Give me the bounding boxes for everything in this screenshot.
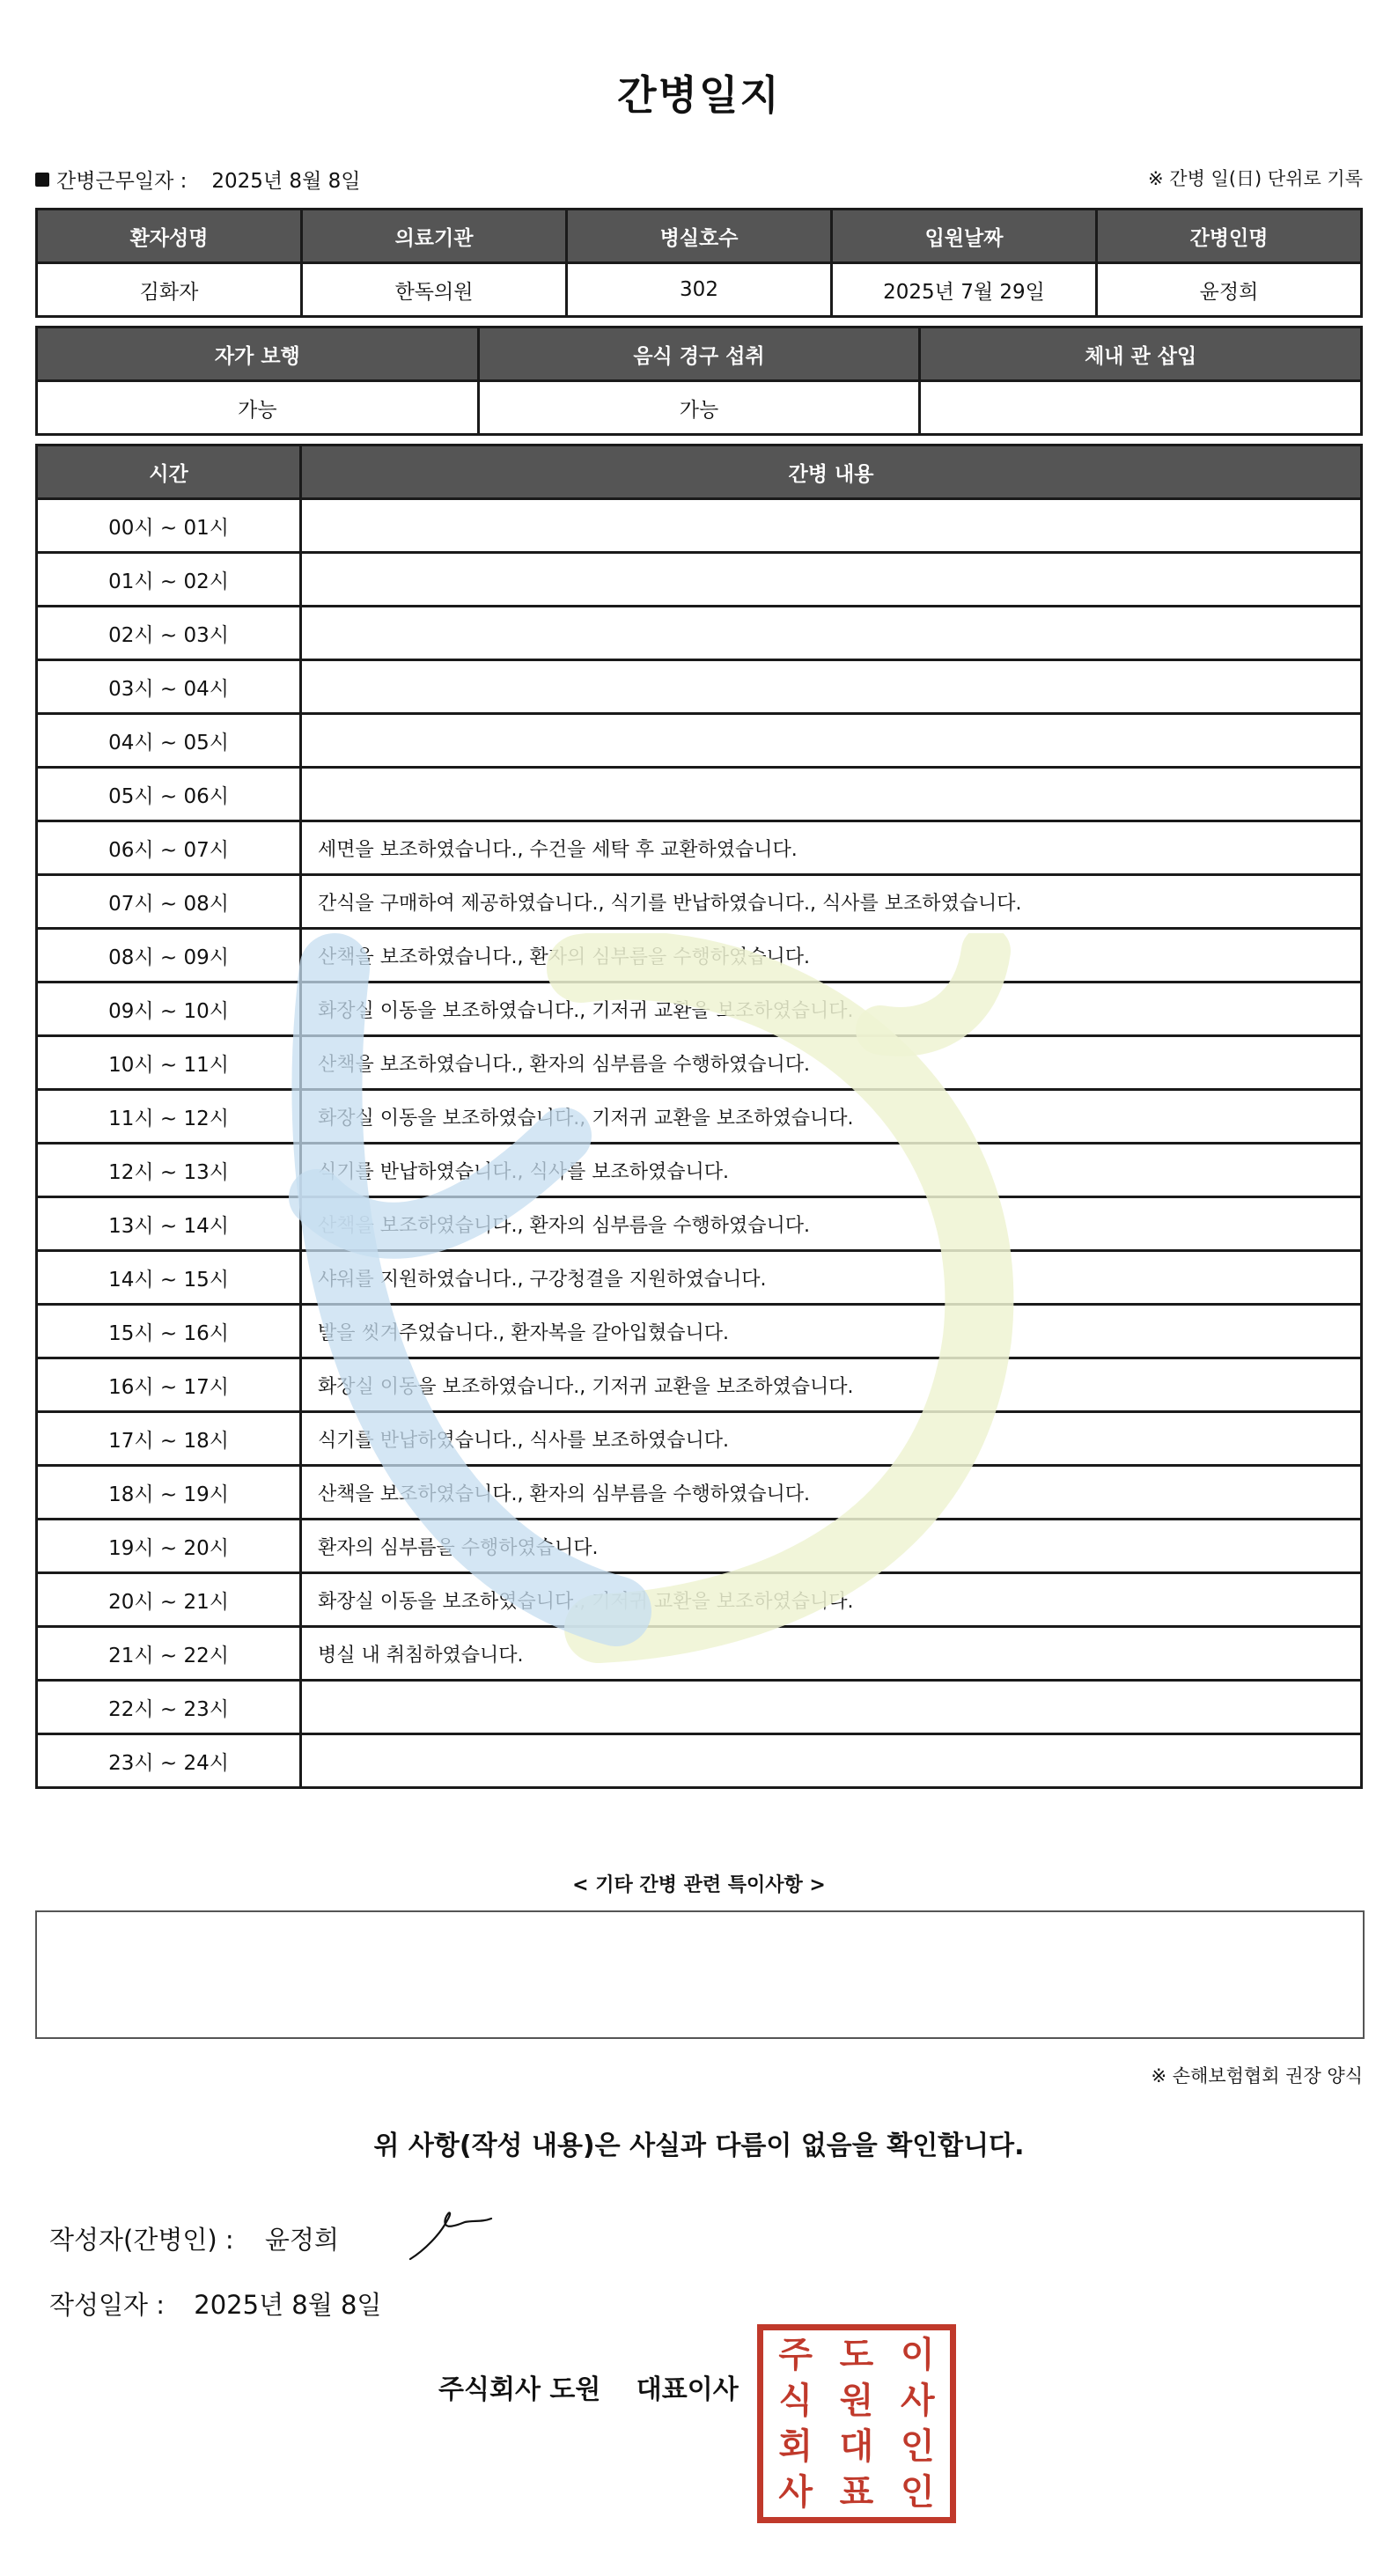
care-content-cell: 발을 씻겨주었습니다., 환자복을 갈아입혔습니다. [301, 1305, 1362, 1358]
table-row [37, 714, 1362, 768]
seal-char: 인 [901, 2425, 935, 2467]
table-row [37, 553, 1362, 607]
time-cell: 08시 ~ 09시 [37, 929, 301, 983]
header-cell: 자가 보행 [37, 328, 479, 381]
care-content-cell: 식기를 반납하였습니다., 식사를 보조하였습니다. [301, 1144, 1362, 1197]
ceo-title: 대표이사 [636, 2374, 739, 2405]
time-cell: 22시 ~ 23시 [37, 1681, 301, 1734]
work-date-row [35, 165, 360, 194]
table-row [37, 929, 1362, 983]
company-name: 주식회사 도원 [438, 2374, 601, 2405]
table-row [37, 1520, 1362, 1573]
care-content-cell: 환자의 심부름을 수행하였습니다. [301, 1520, 1362, 1573]
time-cell: 23시 ~ 24시 [37, 1734, 301, 1788]
time-cell: 09시 ~ 10시 [37, 983, 301, 1036]
care-content-cell [301, 553, 1362, 607]
header-cell: 입원날짜 [832, 210, 1097, 263]
care-content-cell: 산책을 보조하였습니다., 환자의 심부름을 수행하였습니다. [301, 1036, 1362, 1090]
table-row [37, 875, 1362, 929]
time-cell: 11시 ~ 12시 [37, 1090, 301, 1144]
patient-info-table [35, 208, 1363, 318]
table-row [37, 768, 1362, 821]
time-cell: 14시 ~ 15시 [37, 1251, 301, 1305]
care-content-cell: 산책을 보조하였습니다., 환자의 심부름을 수행하였습니다. [301, 929, 1362, 983]
oral-intake-status-cell: 가능 [478, 381, 920, 435]
care-content-cell [301, 1681, 1362, 1734]
table-row [37, 1090, 1362, 1144]
table-row [37, 1197, 1362, 1251]
time-cell: 19시 ~ 20시 [37, 1520, 301, 1573]
hospital-cell: 한독의원 [302, 263, 567, 317]
table-row [37, 1305, 1362, 1358]
table-row [37, 1573, 1362, 1627]
seal-char: 표 [839, 2471, 874, 2513]
table-row [37, 1251, 1362, 1305]
header-cell: 병실호수 [567, 210, 832, 263]
time-cell: 13시 ~ 14시 [37, 1197, 301, 1251]
work-date-label: 간병근무일자 : [56, 170, 188, 193]
company-signature-line [438, 2367, 739, 2406]
standard-form-note: ※ 손해보험협회 권장 양식 [1151, 2065, 1363, 2087]
room-number-cell: 302 [567, 263, 832, 317]
table-row [37, 821, 1362, 875]
time-cell: 21시 ~ 22시 [37, 1627, 301, 1681]
seal-char: 주 [778, 2334, 813, 2375]
write-date-value: 2025년 8월 8일 [194, 2290, 382, 2320]
care-content-cell: 세면을 보조하였습니다., 수건을 세탁 후 교환하였습니다. [301, 821, 1362, 875]
time-cell: 15시 ~ 16시 [37, 1305, 301, 1358]
care-content-cell [301, 660, 1362, 714]
caregiver-name-cell: 윤정희 [1097, 263, 1362, 317]
unit-note: ※ 간병 일(日) 단위로 기록 [1148, 168, 1363, 189]
header-cell: 환자성명 [37, 210, 302, 263]
table-row [37, 983, 1362, 1036]
table-row [37, 499, 1362, 553]
care-content-cell: 산책을 보조하였습니다., 환자의 심부름을 수행하였습니다. [301, 1466, 1362, 1520]
time-cell: 03시 ~ 04시 [37, 660, 301, 714]
seal-char: 원 [839, 2380, 874, 2421]
seal-char: 이 [901, 2334, 935, 2375]
write-date-label: 작성일자 : [49, 2290, 166, 2320]
care-log-table [35, 444, 1363, 1789]
care-content-cell [301, 607, 1362, 660]
table-row [37, 1412, 1362, 1466]
care-content-cell: 식기를 반납하였습니다., 식사를 보조하였습니다. [301, 1412, 1362, 1466]
seal-char: 식 [778, 2380, 813, 2421]
table-row [37, 1036, 1362, 1090]
work-date-value: 2025년 8월 8일 [211, 170, 361, 193]
table-row [37, 1627, 1362, 1681]
remarks-title: < 기타 간병 관련 특이사항 > [572, 1874, 826, 1896]
seal-char: 도 [839, 2334, 874, 2375]
patient-name-cell: 김화자 [37, 263, 302, 317]
time-cell: 00시 ~ 01시 [37, 499, 301, 553]
seal-char: 회 [778, 2425, 813, 2467]
table-row [37, 1144, 1362, 1197]
time-cell: 17시 ~ 18시 [37, 1412, 301, 1466]
time-cell: 12시 ~ 13시 [37, 1144, 301, 1197]
time-cell: 18시 ~ 19시 [37, 1466, 301, 1520]
care-content-cell: 병실 내 취침하였습니다. [301, 1627, 1362, 1681]
header-cell: 음식 경구 섭취 [478, 328, 920, 381]
care-content-cell: 간식을 구매하여 제공하였습니다., 식기를 반납하였습니다., 식사를 보조하였습니다. [301, 875, 1362, 929]
time-cell: 01시 ~ 02시 [37, 553, 301, 607]
care-content-cell [301, 768, 1362, 821]
seal-char: 사 [901, 2380, 935, 2421]
care-content-cell [301, 1734, 1362, 1788]
seal-char: 사 [778, 2471, 813, 2513]
writer-label: 작성자(간병인) : [49, 2225, 234, 2255]
table-row [37, 1466, 1362, 1520]
care-content-cell [301, 714, 1362, 768]
writer-name: 윤정희 [264, 2225, 339, 2255]
time-cell: 02시 ~ 03시 [37, 607, 301, 660]
time-cell: 10시 ~ 11시 [37, 1036, 301, 1090]
care-content-cell: 화장실 이동을 보조하였습니다., 기저귀 교환을 보조하였습니다. [301, 1090, 1362, 1144]
table-row [37, 1734, 1362, 1788]
time-cell: 07시 ~ 08시 [37, 875, 301, 929]
time-header: 시간 [37, 445, 301, 499]
time-cell: 04시 ~ 05시 [37, 714, 301, 768]
table-row [37, 1358, 1362, 1412]
signature-icon [407, 2199, 495, 2263]
tube-insertion-status-cell [920, 381, 1362, 435]
care-content-cell: 화장실 이동을 보조하였습니다., 기저귀 교환을 보조하였습니다. [301, 1573, 1362, 1627]
time-cell: 06시 ~ 07시 [37, 821, 301, 875]
care-content-cell: 화장실 이동을 보조하였습니다., 기저귀 교환을 보조하였습니다. [301, 983, 1362, 1036]
care-content-cell: 산책을 보조하였습니다., 환자의 심부름을 수행하였습니다. [301, 1197, 1362, 1251]
care-content-cell: 화장실 이동을 보조하였습니다., 기저귀 교환을 보조하였습니다. [301, 1358, 1362, 1412]
header-cell: 간병인명 [1097, 210, 1362, 263]
table-row [37, 660, 1362, 714]
time-cell: 20시 ~ 21시 [37, 1573, 301, 1627]
patient-status-table [35, 326, 1363, 436]
time-cell: 05시 ~ 06시 [37, 768, 301, 821]
header-cell: 의료기관 [302, 210, 567, 263]
seal-char: 인 [901, 2471, 935, 2513]
content-header: 간병 내용 [301, 445, 1362, 499]
walking-status-cell: 가능 [37, 381, 479, 435]
care-content-cell: 샤워를 지원하였습니다., 구강청결을 지원하였습니다. [301, 1251, 1362, 1305]
write-date-row [49, 2285, 381, 2322]
confirmation-statement: 위 사항(작성 내용)은 사실과 다름이 없음을 확인합니다. [373, 2131, 1025, 2161]
writer-row [49, 2220, 339, 2256]
table-row [37, 607, 1362, 660]
company-seal-icon [757, 2324, 956, 2523]
admission-date-cell: 2025년 7월 29일 [832, 263, 1097, 317]
seal-char: 대 [839, 2425, 874, 2467]
table-row [37, 1681, 1362, 1734]
header-cell: 체내 관 삽입 [920, 328, 1362, 381]
page-title: 간병일지 [617, 71, 781, 119]
care-content-cell [301, 499, 1362, 553]
remarks-box [35, 1910, 1365, 2039]
bullet-square-icon [35, 173, 49, 187]
time-cell: 16시 ~ 17시 [37, 1358, 301, 1412]
